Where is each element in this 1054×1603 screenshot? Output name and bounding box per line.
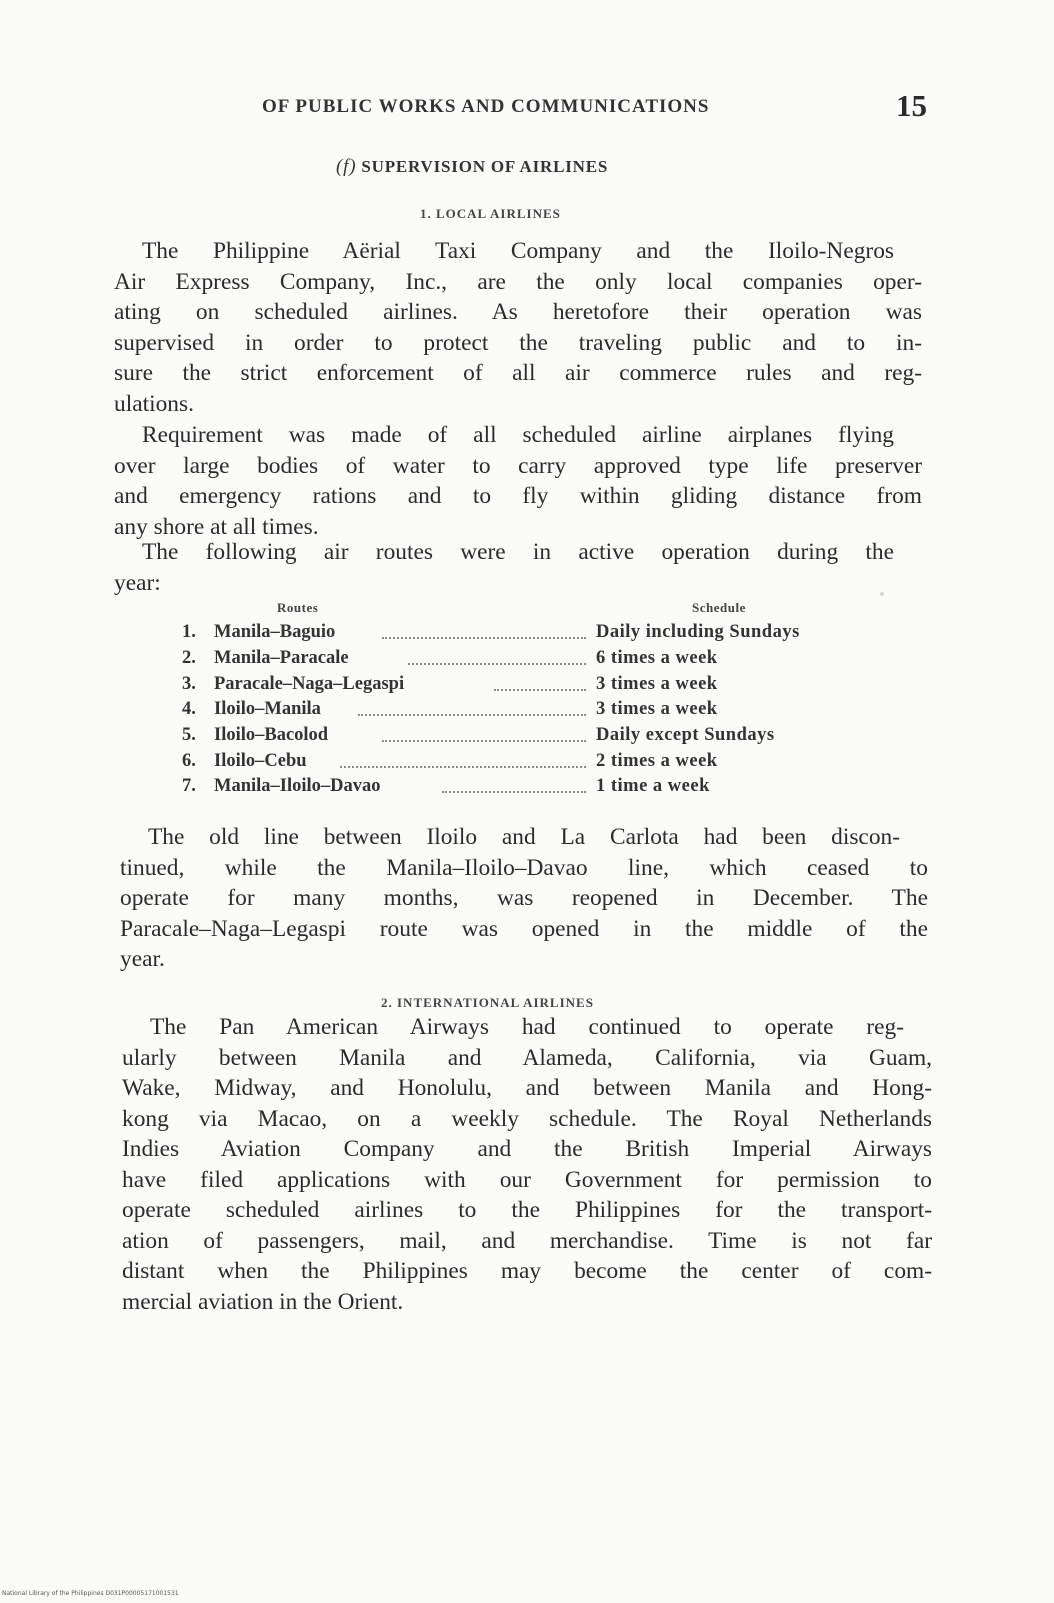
text-line: Wake, Midway, and Honolulu, and between Manila and Hong- (122, 1075, 932, 1101)
text-line: ating on scheduled airlines. As heretofore their operation was (114, 299, 922, 325)
paragraph-requirements (114, 420, 922, 542)
route-number: 5. (182, 725, 196, 745)
section-letter: (f) (336, 156, 357, 177)
text-line: supervised in order to protect the traveling public and to in- (114, 329, 922, 356)
text-line: Paracale–Naga–Legaspi route was opened in the middle of the (120, 915, 928, 942)
page-number: 15 (896, 88, 927, 123)
paragraph-route-changes (120, 822, 928, 975)
route-schedule: 6 times a week (596, 648, 718, 668)
text-line: Air Express Company, Inc., are the only local companies oper- (114, 268, 922, 295)
route-number: 2. (182, 648, 196, 668)
table-row (182, 725, 872, 750)
route-schedule: 2 times a week (596, 751, 718, 771)
text-line: sure the strict enforcement of all air commerce rules and reg- (114, 360, 922, 386)
route-schedule: Daily including Sundays (596, 622, 800, 642)
route-number: 1. (182, 622, 196, 642)
table-row (182, 751, 872, 776)
text-line: Requirement was made of all scheduled airline airplanes flying (142, 422, 894, 448)
route-number: 7. (182, 776, 196, 796)
text-line: operate scheduled airlines to the Philippines for the transport- (122, 1197, 932, 1223)
dot-leader (442, 791, 586, 793)
dot-leader (494, 689, 586, 691)
section-heading (336, 156, 608, 178)
route-name: Iloilo–Bacolod (214, 725, 329, 745)
paragraph-international (122, 1012, 932, 1317)
text-line: operate for many months, was reopened in December. The (120, 885, 928, 911)
scan-footer: National Library of the Philippines D031P00005171001531 (2, 1590, 179, 1597)
route-schedule: Daily except Sundays (596, 725, 775, 745)
route-schedule: 3 times a week (596, 674, 718, 694)
route-name: Iloilo–Cebu (214, 751, 307, 771)
text-line: have filed applications with our Government for permission to (122, 1166, 932, 1193)
table-row (182, 622, 872, 647)
text-line: and emergency rations and to fly within gliding distance from (114, 483, 922, 509)
dot-leader (358, 714, 586, 716)
text-line: The Philippine Aërial Taxi Company and the Iloilo-Negros (142, 238, 894, 264)
table-row (182, 648, 872, 673)
text-line: The old line between Iloilo and La Carlota had been discon- (148, 824, 900, 850)
route-schedule: 3 times a week (596, 699, 718, 719)
text-line: year: (114, 569, 161, 596)
subheading-local-airlines: 1. LOCAL AIRLINES (420, 206, 561, 221)
text-line: over large bodies of water to carry approved type life preserver (114, 452, 922, 479)
route-name: Manila–Paracale (214, 648, 349, 668)
table-row (182, 776, 872, 801)
route-number: 3. (182, 674, 196, 694)
text-line: ularly between Manila and Alameda, California, via Guam, (122, 1044, 932, 1071)
text-line: The Pan American Airways had continued to operate reg- (150, 1014, 904, 1040)
route-schedule: 1 time a week (596, 776, 710, 796)
route-name: Manila–Iloilo–Davao (214, 776, 381, 796)
text-line: kong via Macao, on a weekly schedule. The Royal Netherlands (122, 1105, 932, 1132)
paragraph-routes-intro (114, 537, 922, 598)
paragraph-local-companies (114, 236, 922, 419)
text-line: mercial aviation in the Orient. (122, 1288, 404, 1315)
route-number: 6. (182, 751, 196, 771)
route-name: Iloilo–Manila (214, 699, 321, 719)
text-line: year. (120, 946, 165, 972)
section-title: SUPERVISION OF AIRLINES (361, 157, 609, 176)
table-row (182, 674, 872, 699)
dot-leader (382, 637, 586, 639)
routes-column-header: Routes (277, 600, 319, 615)
route-name: Paracale–Naga–Legaspi (214, 674, 405, 694)
paper-speck (880, 592, 884, 596)
text-line: The following air routes were in active operation during the (142, 539, 894, 565)
text-line: any shore at all times. (114, 513, 319, 540)
dot-leader (382, 740, 586, 742)
schedule-column-header: Schedule (692, 600, 746, 615)
text-line: ulations. (114, 390, 194, 417)
text-line: ation of passengers, mail, and merchandise. Time is not far (122, 1227, 932, 1254)
text-line: Indies Aviation Company and the British Imperial Airways (122, 1136, 932, 1162)
subheading-international-airlines: 2. INTERNATIONAL AIRLINES (381, 995, 594, 1010)
running-head: OF PUBLIC WORKS AND COMMUNICATIONS (262, 96, 710, 117)
text-line: distant when the Philippines may become the center of com- (122, 1258, 932, 1284)
dot-leader (408, 663, 586, 665)
dot-leader (340, 766, 586, 768)
table-row (182, 699, 872, 724)
route-name: Manila–Baguio (214, 622, 336, 642)
route-number: 4. (182, 699, 196, 719)
text-line: tinued, while the Manila–Iloilo–Davao line, which ceased to (120, 854, 928, 881)
